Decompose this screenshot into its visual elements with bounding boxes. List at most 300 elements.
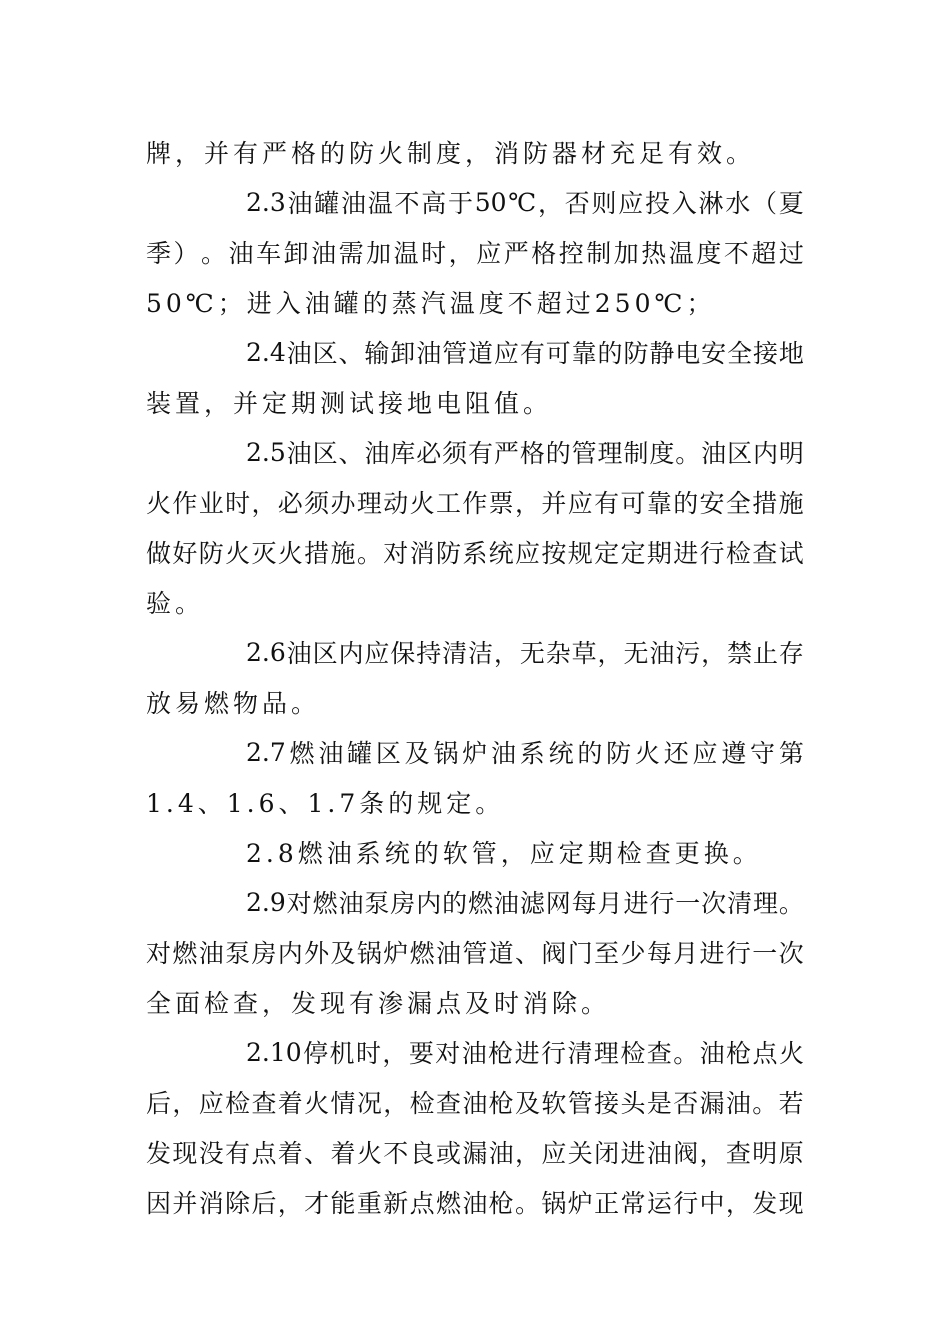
- glyph: 现: [172, 1139, 198, 1168]
- glyph: 防: [435, 539, 461, 568]
- glyph: 度: [696, 239, 722, 268]
- glyph: 行: [673, 1189, 699, 1218]
- glyph: 工: [435, 489, 461, 518]
- glyph: 并: [172, 1189, 198, 1218]
- line-text: 验。: [146, 589, 205, 618]
- glyph: 火: [356, 1139, 382, 1168]
- glyph: 枪: [488, 1189, 514, 1218]
- glyph: 试: [778, 539, 804, 568]
- glyph: 油: [649, 639, 675, 668]
- glyph: 燃: [468, 889, 494, 918]
- glyph: 要: [408, 1039, 434, 1068]
- glyph: 时: [225, 489, 251, 518]
- glyph: 控: [558, 239, 584, 268]
- glyph: 行: [699, 539, 725, 568]
- glyph: 票: [488, 489, 514, 518]
- glyph: ℃: [508, 187, 537, 217]
- glyph: 时: [355, 1039, 381, 1068]
- glyph: 查: [725, 1139, 751, 1168]
- glyph: 格: [519, 439, 545, 468]
- glyph: 否: [564, 189, 590, 218]
- glyph: 油: [699, 1039, 725, 1068]
- glyph: 着: [277, 1089, 303, 1118]
- glyph: 后: [251, 1189, 277, 1218]
- glyph: 房: [251, 939, 277, 968]
- glyph: 阀: [673, 1139, 699, 1168]
- text-line: [146, 484, 804, 520]
- glyph: 高: [421, 189, 447, 218]
- glyph: 燃: [409, 939, 435, 968]
- glyph: 安: [701, 339, 727, 368]
- glyph: 应: [364, 639, 390, 668]
- glyph: 理: [593, 1039, 619, 1068]
- glyph: 进: [673, 539, 699, 568]
- text-line: [146, 234, 804, 270]
- glyph: 的: [673, 489, 699, 518]
- glyph: 遵: [721, 739, 747, 768]
- glyph: 卸: [283, 239, 309, 268]
- text-line: [246, 834, 804, 870]
- glyph: 区: [312, 339, 338, 368]
- glyph: 止: [752, 639, 778, 668]
- glyph: 2.9: [246, 887, 286, 917]
- glyph: 好: [172, 539, 198, 568]
- glyph: 泵: [364, 889, 390, 918]
- text-line: [146, 384, 804, 420]
- glyph: 理: [356, 489, 382, 518]
- text-line: [146, 984, 804, 1020]
- glyph: 火: [304, 1089, 330, 1118]
- glyph: 制: [623, 439, 649, 468]
- glyph: 。: [673, 1039, 699, 1068]
- glyph: 道: [468, 339, 494, 368]
- glyph: 温: [367, 189, 393, 218]
- glyph: ，: [277, 1189, 303, 1218]
- glyph: 油: [701, 439, 727, 468]
- glyph: 的: [597, 339, 623, 368]
- glyph: 、: [515, 939, 541, 968]
- glyph: 燃: [289, 739, 315, 768]
- glyph: 枪: [726, 1039, 752, 1068]
- glyph: 接: [752, 339, 778, 368]
- glyph: 油: [461, 1039, 487, 1068]
- text-line: [146, 534, 804, 570]
- glyph: 软: [541, 1089, 567, 1118]
- glyph: 夏: [778, 189, 804, 218]
- glyph: 门: [567, 939, 593, 968]
- glyph: 原: [778, 1139, 804, 1168]
- glyph: 情: [330, 1089, 356, 1118]
- glyph: 进: [514, 1039, 540, 1068]
- glyph: 检: [225, 1089, 251, 1118]
- glyph: 油: [287, 189, 313, 218]
- glyph: 车: [256, 239, 282, 268]
- glyph: ）: [173, 239, 199, 268]
- glyph: 施: [330, 539, 356, 568]
- text-line: [146, 1184, 804, 1220]
- glyph: 及: [515, 1089, 541, 1118]
- glyph: 泵: [225, 939, 251, 968]
- glyph: 。: [778, 889, 804, 918]
- glyph: 有: [468, 439, 494, 468]
- glyph: 热: [641, 239, 667, 268]
- glyph: 应: [198, 1089, 224, 1118]
- glyph: 炉: [567, 1189, 593, 1218]
- glyph: 清: [442, 639, 468, 668]
- glyph: 机: [329, 1039, 355, 1068]
- glyph: 动: [383, 489, 409, 518]
- glyph: 2.5: [246, 437, 286, 467]
- glyph: 否: [673, 1089, 699, 1118]
- glyph: 输: [364, 339, 390, 368]
- glyph: 区: [727, 439, 753, 468]
- glyph: 检: [725, 539, 751, 568]
- glyph: ，: [538, 189, 564, 218]
- glyph: 规: [567, 539, 593, 568]
- glyph: 严: [493, 439, 519, 468]
- glyph: ，: [251, 489, 277, 518]
- glyph: 定: [620, 539, 646, 568]
- glyph: 油: [198, 939, 224, 968]
- glyph: 炉: [462, 739, 488, 768]
- glyph: 消: [409, 539, 435, 568]
- glyph: ，: [515, 489, 541, 518]
- glyph: 安: [699, 489, 725, 518]
- glyph: 着: [277, 1139, 303, 1168]
- glyph: 无: [519, 639, 545, 668]
- glyph: 现: [778, 1189, 804, 1218]
- glyph: 油: [286, 639, 312, 668]
- glyph: 次: [778, 939, 804, 968]
- glyph: 防: [623, 339, 649, 368]
- glyph: 的: [577, 739, 603, 768]
- glyph: 油: [646, 1139, 672, 1168]
- glyph: 对: [383, 539, 409, 568]
- glyph: 必: [416, 439, 442, 468]
- glyph: 管: [571, 439, 597, 468]
- glyph: 油: [311, 239, 337, 268]
- glyph: 炉: [383, 939, 409, 968]
- glyph: 电: [675, 339, 701, 368]
- glyph: 杂: [545, 639, 571, 668]
- glyph: 罐: [314, 189, 340, 218]
- glyph: 应: [618, 189, 644, 218]
- glyph: ，: [383, 1089, 409, 1118]
- glyph: 少: [620, 939, 646, 968]
- glyph: 内: [338, 639, 364, 668]
- glyph: 时: [421, 239, 447, 268]
- glyph: 油: [318, 739, 344, 768]
- glyph: 于: [448, 189, 474, 218]
- glyph: 超: [751, 239, 777, 268]
- glyph: 新: [383, 1189, 409, 1218]
- glyph: 无: [623, 639, 649, 668]
- glyph: ，: [515, 1139, 541, 1168]
- glyph: 的: [545, 439, 571, 468]
- text-line: [246, 1034, 804, 1070]
- glyph: 区: [375, 739, 401, 768]
- glyph: 守: [750, 739, 776, 768]
- glyph: 正: [594, 1189, 620, 1218]
- glyph: 防: [198, 539, 224, 568]
- glyph: 库: [390, 439, 416, 468]
- glyph: 应: [567, 489, 593, 518]
- glyph: 理: [597, 439, 623, 468]
- glyph: ，: [448, 239, 474, 268]
- glyph: 做: [146, 539, 172, 568]
- glyph: 后: [146, 1089, 172, 1118]
- glyph: 才: [304, 1189, 330, 1218]
- glyph: 检: [620, 1039, 646, 1068]
- line-text: 放易燃物品。: [146, 689, 321, 718]
- glyph: 内: [416, 889, 442, 918]
- text-line: [246, 334, 804, 370]
- glyph: 火: [146, 489, 172, 518]
- glyph: 明: [752, 1139, 778, 1168]
- glyph: 应: [541, 1139, 567, 1168]
- glyph: 过: [778, 239, 804, 268]
- glyph: 油: [228, 239, 254, 268]
- glyph: 点: [752, 1039, 778, 1068]
- glyph: 格: [531, 239, 557, 268]
- glyph: 火: [778, 1039, 804, 1068]
- glyph: 查: [646, 1039, 672, 1068]
- glyph: 清: [727, 889, 753, 918]
- glyph: 全: [725, 489, 751, 518]
- glyph: 滤: [519, 889, 545, 918]
- glyph: 油: [435, 939, 461, 968]
- glyph: 淋: [698, 189, 724, 218]
- glyph: 污: [675, 639, 701, 668]
- text-line: [146, 684, 804, 720]
- glyph: 明: [778, 439, 804, 468]
- glyph: 洁: [468, 639, 494, 668]
- glyph: 锅: [356, 939, 382, 968]
- glyph: 2.10: [246, 1037, 302, 1067]
- glyph: 管: [442, 339, 468, 368]
- glyph: 或: [435, 1139, 461, 1168]
- glyph: 灭: [251, 539, 277, 568]
- glyph: 点: [409, 1189, 435, 1218]
- glyph: 进: [623, 889, 649, 918]
- glyph: 管: [462, 939, 488, 968]
- glyph: 静: [649, 339, 675, 368]
- glyph: 2.7: [246, 737, 286, 767]
- glyph: 靠: [571, 339, 597, 368]
- glyph: 业: [198, 489, 224, 518]
- glyph: 清: [567, 1039, 593, 1068]
- glyph: 2.3: [246, 187, 286, 217]
- glyph: 油: [462, 1189, 488, 1218]
- glyph: 、: [338, 439, 364, 468]
- glyph: 应: [692, 739, 718, 768]
- glyph: 头: [620, 1089, 646, 1118]
- glyph: 房: [390, 889, 416, 918]
- glyph: 期: [646, 539, 672, 568]
- glyph: 施: [778, 489, 804, 518]
- glyph: 及: [330, 939, 356, 968]
- glyph: 停: [303, 1039, 329, 1068]
- glyph: 进: [620, 1139, 646, 1168]
- glyph: 定: [594, 539, 620, 568]
- glyph: 网: [545, 889, 571, 918]
- glyph: 保: [390, 639, 416, 668]
- line-text: 2.8燃油系统的软管，应定期检查更换。: [246, 839, 762, 868]
- glyph: 着: [330, 1139, 356, 1168]
- glyph: 地: [778, 339, 804, 368]
- glyph: 一: [675, 889, 701, 918]
- glyph: 查: [435, 1089, 461, 1118]
- glyph: 温: [668, 239, 694, 268]
- glyph: 火: [225, 539, 251, 568]
- text-line: [146, 584, 804, 620]
- glyph: 油: [493, 889, 519, 918]
- glyph: 及: [404, 739, 430, 768]
- glyph: 除: [225, 1189, 251, 1218]
- text-line: [246, 184, 804, 220]
- glyph: 水: [725, 189, 751, 218]
- glyph: 靠: [646, 489, 672, 518]
- text-line: [246, 634, 804, 670]
- glyph: 。: [515, 1189, 541, 1218]
- glyph: 。: [675, 439, 701, 468]
- text-line: [146, 934, 804, 970]
- glyph: 闭: [594, 1139, 620, 1168]
- glyph: ，: [172, 1089, 198, 1118]
- glyph: 应: [515, 539, 541, 568]
- glyph: 常: [620, 1189, 646, 1218]
- text-line: [146, 134, 804, 170]
- line-text: 牌，并有严格的防火制度，消防器材充足有效。: [146, 139, 756, 168]
- glyph: 不: [723, 239, 749, 268]
- glyph: 查: [752, 539, 778, 568]
- text-line: [246, 884, 804, 920]
- glyph: 关: [567, 1139, 593, 1168]
- glyph: 还: [663, 739, 689, 768]
- glyph: 、: [338, 339, 364, 368]
- glyph: 中: [699, 1189, 725, 1218]
- glyph: 内: [277, 939, 303, 968]
- glyph: 良: [409, 1139, 435, 1168]
- glyph: 。: [201, 239, 227, 268]
- glyph: 次: [701, 889, 727, 918]
- glyph: 措: [752, 489, 778, 518]
- glyph: 有: [594, 489, 620, 518]
- glyph: 不: [394, 189, 420, 218]
- text-line: [146, 284, 804, 320]
- glyph: 燃: [435, 1189, 461, 1218]
- glyph: 制: [586, 239, 612, 268]
- glyph: 油: [341, 189, 367, 218]
- glyph: 应: [493, 339, 519, 368]
- glyph: 应: [476, 239, 502, 268]
- glyph: 作: [462, 489, 488, 518]
- glyph: 加: [366, 239, 392, 268]
- glyph: 进: [699, 939, 725, 968]
- glyph: 禁: [727, 639, 753, 668]
- line-text: 全面检查，发现有渗漏点及时消除。: [146, 989, 611, 1018]
- glyph: 行: [649, 889, 675, 918]
- glyph: 系: [462, 539, 488, 568]
- glyph: 草: [571, 639, 597, 668]
- glyph: 油: [416, 339, 442, 368]
- glyph: 防: [606, 739, 632, 768]
- line-text: 50℃；进入油罐的蒸汽温度不超过250℃；: [146, 289, 716, 318]
- glyph: 火: [409, 489, 435, 518]
- glyph: 油: [286, 439, 312, 468]
- glyph: 阀: [541, 939, 567, 968]
- glyph: 不: [383, 1139, 409, 1168]
- glyph: 措: [304, 539, 330, 568]
- glyph: 燃: [172, 939, 198, 968]
- glyph: 按: [541, 539, 567, 568]
- glyph: 、: [304, 1139, 330, 1168]
- glyph: 至: [594, 939, 620, 968]
- glyph: 需: [338, 239, 364, 268]
- glyph: 作: [172, 489, 198, 518]
- glyph: 油: [462, 1089, 488, 1118]
- glyph: 管: [567, 1089, 593, 1118]
- glyph: 并: [541, 489, 567, 518]
- glyph: 加: [613, 239, 639, 268]
- glyph: 漏: [699, 1089, 725, 1118]
- glyph: 发: [146, 1139, 172, 1168]
- glyph: 须: [442, 439, 468, 468]
- glyph: 油: [488, 1139, 514, 1168]
- glyph: 存: [778, 639, 804, 668]
- glyph: 月: [597, 889, 623, 918]
- glyph: 的: [442, 889, 468, 918]
- glyph: 对: [146, 939, 172, 968]
- glyph: 油: [725, 1089, 751, 1118]
- glyph: 卸: [390, 339, 416, 368]
- glyph: 检: [409, 1089, 435, 1118]
- glyph: 对: [435, 1039, 461, 1068]
- glyph: 锅: [433, 739, 459, 768]
- glyph: 枪: [488, 1039, 514, 1068]
- glyph: 须: [304, 489, 330, 518]
- glyph: 能: [330, 1189, 356, 1218]
- glyph: ，: [701, 639, 727, 668]
- glyph: 2.4: [246, 337, 286, 367]
- glyph: 每: [571, 889, 597, 918]
- glyph: 消: [198, 1189, 224, 1218]
- glyph: 内: [752, 439, 778, 468]
- glyph: 没: [198, 1139, 224, 1168]
- glyph: 油: [286, 339, 312, 368]
- glyph: ，: [597, 639, 623, 668]
- glyph: 燃: [312, 889, 338, 918]
- glyph: 办: [330, 489, 356, 518]
- glyph: 行: [541, 1039, 567, 1068]
- glyph: 区: [312, 639, 338, 668]
- glyph: 区: [312, 439, 338, 468]
- glyph: 统: [548, 739, 574, 768]
- glyph: 第: [778, 739, 804, 768]
- glyph: 重: [356, 1189, 382, 1218]
- glyph: 若: [778, 1089, 804, 1118]
- glyph: 外: [304, 939, 330, 968]
- glyph: 点: [251, 1139, 277, 1168]
- text-line: [246, 734, 804, 770]
- glyph: 。: [356, 539, 382, 568]
- glyph: ，: [493, 639, 519, 668]
- glyph: 运: [646, 1189, 672, 1218]
- glyph: 度: [649, 439, 675, 468]
- glyph: 一: [752, 939, 778, 968]
- glyph: 投: [645, 189, 671, 218]
- glyph: 温: [393, 239, 419, 268]
